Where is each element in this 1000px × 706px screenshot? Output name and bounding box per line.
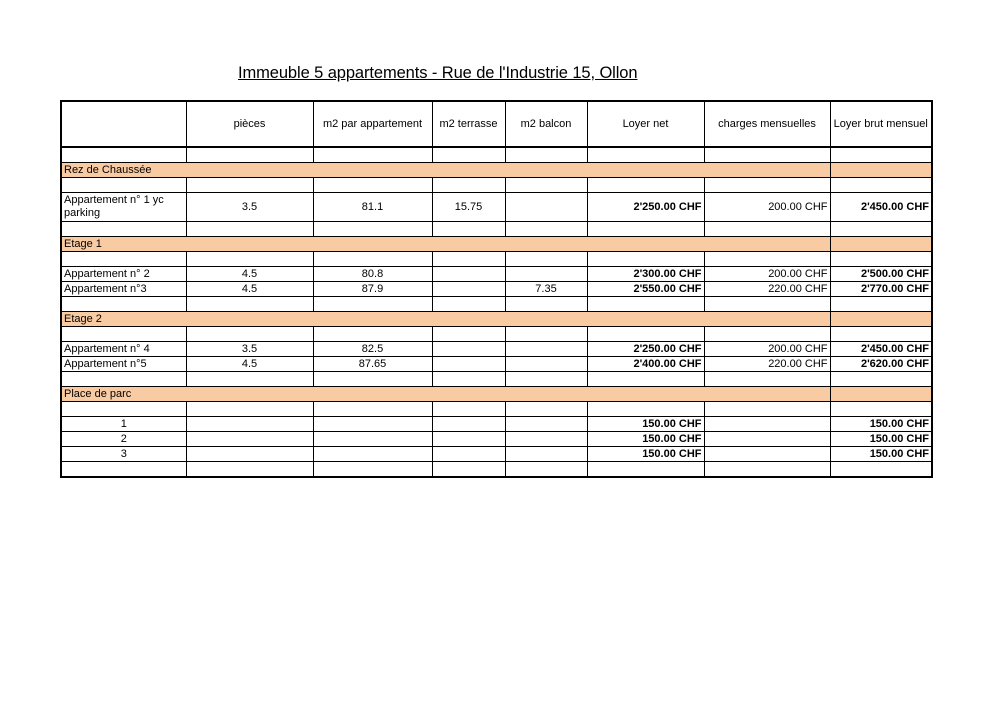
- cell-pieces: 4.5: [186, 282, 313, 297]
- header-m2-terrasse: m2 terrasse: [432, 101, 505, 147]
- header-charges: charges mensuelles: [704, 101, 830, 147]
- spacer-row: [61, 178, 932, 193]
- cell-pieces: 3.5: [186, 342, 313, 357]
- cell-charges: 220.00 CHF: [704, 357, 830, 372]
- cell-balcon: [505, 193, 587, 222]
- cell-loyer-brut: 2'450.00 CHF: [830, 193, 932, 222]
- cell-loyer-net: 2'400.00 CHF: [587, 357, 704, 372]
- section-row-rez: [61, 163, 932, 178]
- row-label: 1: [61, 417, 186, 432]
- cell-balcon: 7.35: [505, 282, 587, 297]
- section-label-parc: Place de parc: [61, 387, 830, 402]
- section-row-parc: [61, 387, 932, 402]
- cell-m2: 87.65: [313, 357, 432, 372]
- document-title: Immeuble 5 appartements - Rue de l'Industrie 15, Ollon: [238, 64, 638, 82]
- table-row-app1: [61, 193, 932, 222]
- cell-terrasse: [432, 282, 505, 297]
- row-label: Appartement n°5: [61, 357, 186, 372]
- header-empty: [61, 101, 186, 147]
- cell-loyer-net: 150.00 CHF: [587, 417, 704, 432]
- cell-loyer-brut: 2'620.00 CHF: [830, 357, 932, 372]
- cell-terrasse: [432, 342, 505, 357]
- cell-m2: 87.9: [313, 282, 432, 297]
- row-label: 3: [61, 447, 186, 462]
- table-row-app2: [61, 267, 932, 282]
- spacer-row: [61, 147, 932, 163]
- spacer-row: [61, 462, 932, 478]
- cell-loyer-brut: 150.00 CHF: [830, 447, 932, 462]
- cell-pieces: 3.5: [186, 193, 313, 222]
- spacer-row: [61, 222, 932, 237]
- row-label: Appartement n° 1 yc parking: [61, 193, 186, 222]
- cell-charges: 200.00 CHF: [704, 342, 830, 357]
- cell-pieces: 4.5: [186, 267, 313, 282]
- cell-loyer-brut: 150.00 CHF: [830, 432, 932, 447]
- cell-loyer-brut: 150.00 CHF: [830, 417, 932, 432]
- cell-loyer-brut: 2'500.00 CHF: [830, 267, 932, 282]
- table-row-parking-2: [61, 432, 932, 447]
- header-m2-balcon: m2 balcon: [505, 101, 587, 147]
- cell-loyer-net: 150.00 CHF: [587, 447, 704, 462]
- spacer-row: [61, 402, 932, 417]
- cell-terrasse: [432, 357, 505, 372]
- cell-terrasse: [432, 267, 505, 282]
- row-label: Appartement n°3: [61, 282, 186, 297]
- section-label-rez: Rez de Chaussée: [61, 163, 830, 178]
- cell-pieces: 4.5: [186, 357, 313, 372]
- table-row-parking-3: [61, 447, 932, 462]
- cell-loyer-net: 2'550.00 CHF: [587, 282, 704, 297]
- section-row-etage2: [61, 312, 932, 327]
- cell-balcon: [505, 357, 587, 372]
- spacer-row: [61, 372, 932, 387]
- cell-m2: 81.1: [313, 193, 432, 222]
- cell-terrasse: 15.75: [432, 193, 505, 222]
- cell-charges: 200.00 CHF: [704, 193, 830, 222]
- row-label: Appartement n° 4: [61, 342, 186, 357]
- cell-charges: 220.00 CHF: [704, 282, 830, 297]
- cell-loyer-brut: 2'770.00 CHF: [830, 282, 932, 297]
- cell-m2: 82.5: [313, 342, 432, 357]
- header-pieces: pièces: [186, 101, 313, 147]
- rent-table: [60, 100, 933, 478]
- cell-loyer-net: 2'250.00 CHF: [587, 342, 704, 357]
- table-row-app3: [61, 282, 932, 297]
- cell-loyer-net: 2'300.00 CHF: [587, 267, 704, 282]
- cell-charges: 200.00 CHF: [704, 267, 830, 282]
- section-label-etage2: Etage 2: [61, 312, 830, 327]
- cell-loyer-net: 2'250.00 CHF: [587, 193, 704, 222]
- cell-balcon: [505, 267, 587, 282]
- header-m2-appartement: m2 par appartement: [313, 101, 432, 147]
- cell-loyer-brut: 2'450.00 CHF: [830, 342, 932, 357]
- table-row-parking-1: [61, 417, 932, 432]
- cell-loyer-net: 150.00 CHF: [587, 432, 704, 447]
- spacer-row: [61, 297, 932, 312]
- cell-balcon: [505, 342, 587, 357]
- spacer-row: [61, 327, 932, 342]
- header-loyer-net: Loyer net: [587, 101, 704, 147]
- section-row-etage1: [61, 237, 932, 252]
- header-loyer-brut: Loyer brut mensuel: [830, 101, 932, 147]
- spacer-row: [61, 252, 932, 267]
- table-row-app4: [61, 342, 932, 357]
- header-row: [61, 101, 932, 147]
- row-label: Appartement n° 2: [61, 267, 186, 282]
- section-label-etage1: Etage 1: [61, 237, 830, 252]
- row-label: 2: [61, 432, 186, 447]
- table-row-app5: [61, 357, 932, 372]
- cell-m2: 80.8: [313, 267, 432, 282]
